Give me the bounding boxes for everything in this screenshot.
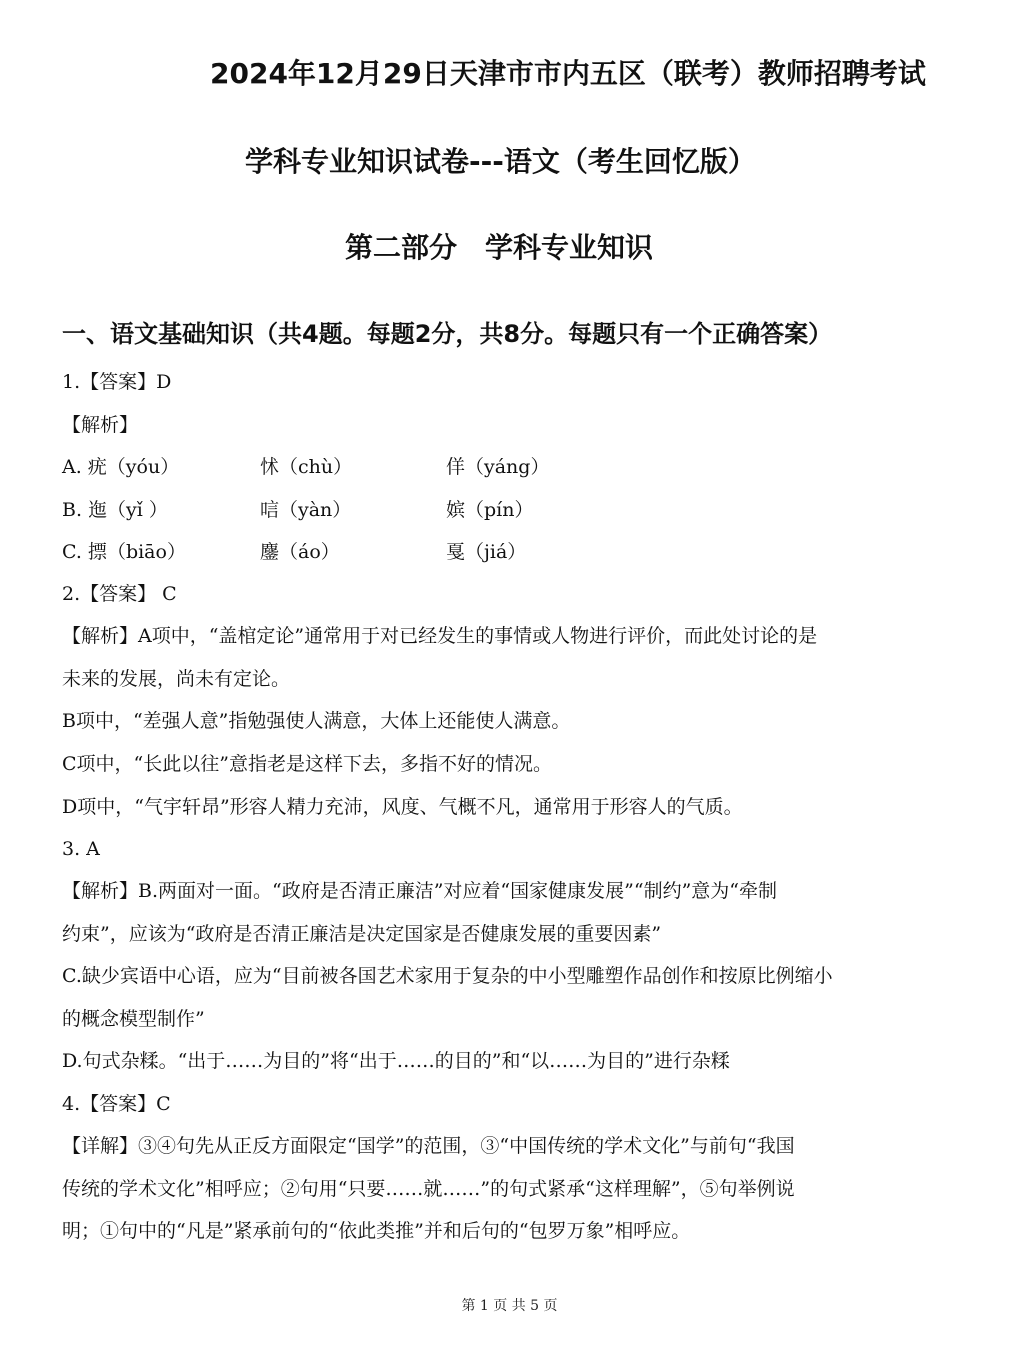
q2-analysis-line: B项中，“差强人意”指勉强使人满意，大体上还能使人满意。 [62, 710, 571, 732]
q1-option-c-3: 戛（jiá） [446, 541, 527, 563]
q1-option-c-1: C. 摽（biāo） [62, 541, 186, 563]
q2-analysis-line: D项中，“气宇轩昂”形容人精力充沛，风度、气概不凡，通常用于形容人的气质。 [62, 796, 743, 818]
q1-option-b-3: 嫔（pín） [446, 499, 534, 521]
part-title: 第二部分 学科专业知识 [345, 231, 654, 264]
q1-answer: 1.【答案】D [62, 371, 172, 393]
q1-option-b-1: B. 迤（yǐ ） [62, 499, 168, 521]
q4-answer: 4.【答案】C [62, 1093, 171, 1115]
q2-analysis-line: 【解析】A项中，“盖棺定论”通常用于对已经发生的事情或人物进行评价，而此处讨论的是 [62, 625, 818, 647]
q1-option-a-3: 佯（yáng） [446, 456, 550, 478]
exam-title: 2024年12月29日天津市市内五区（联考）教师招聘考试 [210, 57, 926, 90]
q2-analysis-line: 未来的发展，尚未有定论。 [62, 668, 291, 690]
q1-option-a-2: 怵（chù） [260, 456, 353, 478]
q3-analysis-line: D.句式杂糅。“出于……为目的”将“出于……的目的”和“以……为目的”进行杂糅 [62, 1050, 730, 1072]
q4-explanation-line: 传统的学术文化”相呼应；②句用“只要……就……”的句式紧承“这样理解”，⑤句举例说 [62, 1178, 795, 1200]
q3-analysis-line: C.缺少宾语中心语，应为“目前被各国艺术家用于复杂的中小型雕塑作品创作和按原比例缩小 [62, 965, 833, 987]
q1-analysis-label: 【解析】 [62, 414, 139, 436]
q2-analysis-line: C项中，“长此以往”意指老是这样下去，多指不好的情况。 [62, 753, 552, 775]
q3-answer: 3. A [62, 838, 100, 860]
q1-option-c-2: 鏖（áo） [260, 541, 340, 563]
page-number: 第 1 页 共 5 页 [461, 1298, 558, 1314]
q3-analysis-line: 的概念模型制作” [62, 1008, 205, 1030]
q1-option-a-1: A. 疣（yóu） [62, 456, 180, 478]
q1-option-b-2: 唁（yàn） [260, 499, 352, 521]
q2-answer: 2.【答案】 C [62, 583, 177, 605]
q3-analysis-line: 【解析】B.两面对一面。“政府是否清正廉洁”对应着“国家健康发展”“制约”意为“牵制 [62, 880, 777, 902]
q4-explanation-line: 明；①句中的“凡是”紧承前句的“依此类推”并和后句的“包罗万象”相呼应。 [62, 1220, 691, 1242]
q4-explanation-line: 【详解】③④句先从正反方面限定“国学”的范围，③“中国传统的学术文化”与前句“我国 [62, 1135, 795, 1157]
section-heading: 一、语文基础知识（共4题。每题2分，共8分。每题只有一个正确答案） [62, 320, 833, 348]
exam-subtitle: 学科专业知识试卷---语文（考生回忆版） [245, 145, 756, 178]
q3-analysis-line: 约束”，应该为“政府是否清正廉洁是决定国家是否健康发展的重要因素” [62, 923, 662, 945]
